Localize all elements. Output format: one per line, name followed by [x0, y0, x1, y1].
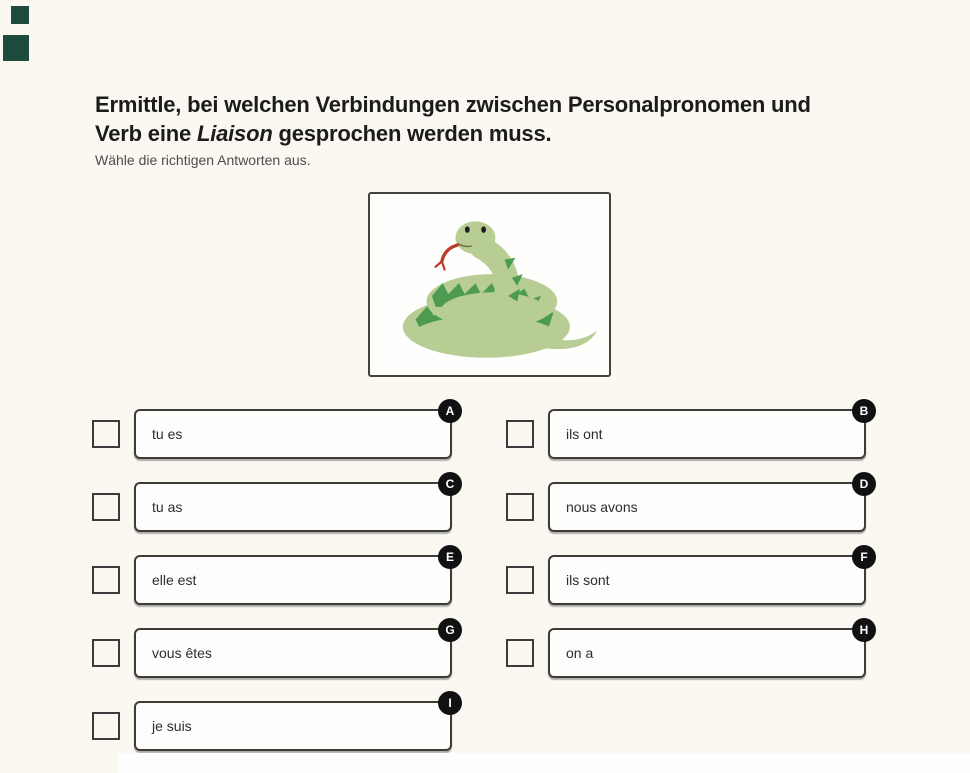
option-row-c	[92, 477, 455, 532]
option-box[interactable]	[548, 623, 869, 678]
option-checkbox[interactable]	[92, 420, 120, 448]
option-checkbox[interactable]	[506, 420, 534, 448]
option-row-e	[92, 550, 454, 605]
option-box[interactable]	[548, 477, 869, 532]
option-row-b	[506, 404, 869, 459]
title-line1: Ermittle, bei welchen Verbindungen zwischen Personalpronomen und	[95, 92, 811, 117]
option-checkbox[interactable]	[506, 566, 534, 594]
title-line2-pre: Verb eine	[95, 121, 197, 146]
option-checkbox[interactable]	[506, 639, 534, 667]
corner-square-small	[11, 6, 29, 24]
option-badge: I	[438, 691, 462, 715]
option-checkbox[interactable]	[92, 493, 120, 521]
snake-illustration	[381, 201, 599, 369]
option-badge: E	[438, 545, 462, 569]
option-checkbox[interactable]	[92, 566, 120, 594]
option-label: ils ont	[566, 426, 603, 442]
title-line2-italic: Liaison	[196, 121, 273, 146]
option-badge: G	[438, 618, 462, 642]
option-badge: C	[438, 472, 462, 496]
option-label: nous avons	[566, 499, 638, 515]
option-row-a	[92, 404, 455, 459]
option-box[interactable]	[548, 550, 868, 605]
title-line2-post: gesprochen werden muss.	[272, 121, 552, 146]
option-box[interactable]	[134, 477, 455, 532]
option-badge: H	[852, 618, 876, 642]
option-badge: D	[852, 472, 876, 496]
option-row-f	[506, 550, 868, 605]
option-label: je suis	[152, 718, 192, 734]
option-box[interactable]	[134, 696, 452, 751]
option-box[interactable]	[134, 404, 455, 459]
option-badge: B	[852, 399, 876, 423]
option-checkbox[interactable]	[92, 712, 120, 740]
instruction-text: Wähle die richtigen Antworten aus.	[95, 152, 311, 168]
option-box[interactable]	[548, 404, 869, 459]
option-row-g	[92, 623, 455, 678]
option-row-d	[506, 477, 869, 532]
option-checkbox[interactable]	[506, 493, 534, 521]
option-row-i	[92, 696, 452, 751]
option-row-h	[506, 623, 869, 678]
option-box[interactable]	[134, 550, 454, 605]
option-badge: A	[438, 399, 462, 423]
option-label: ils sont	[566, 572, 610, 588]
option-label: tu as	[152, 499, 183, 515]
option-label: vous êtes	[152, 645, 212, 661]
option-badge: F	[852, 545, 876, 569]
option-label: elle est	[152, 572, 197, 588]
corner-square-large	[3, 35, 29, 61]
option-label: on a	[566, 645, 594, 661]
option-box[interactable]	[134, 623, 455, 678]
bottom-highlight-strip	[118, 753, 970, 773]
page-title	[95, 90, 895, 148]
option-label: tu es	[152, 426, 183, 442]
option-checkbox[interactable]	[92, 639, 120, 667]
illustration-panel	[368, 192, 611, 377]
